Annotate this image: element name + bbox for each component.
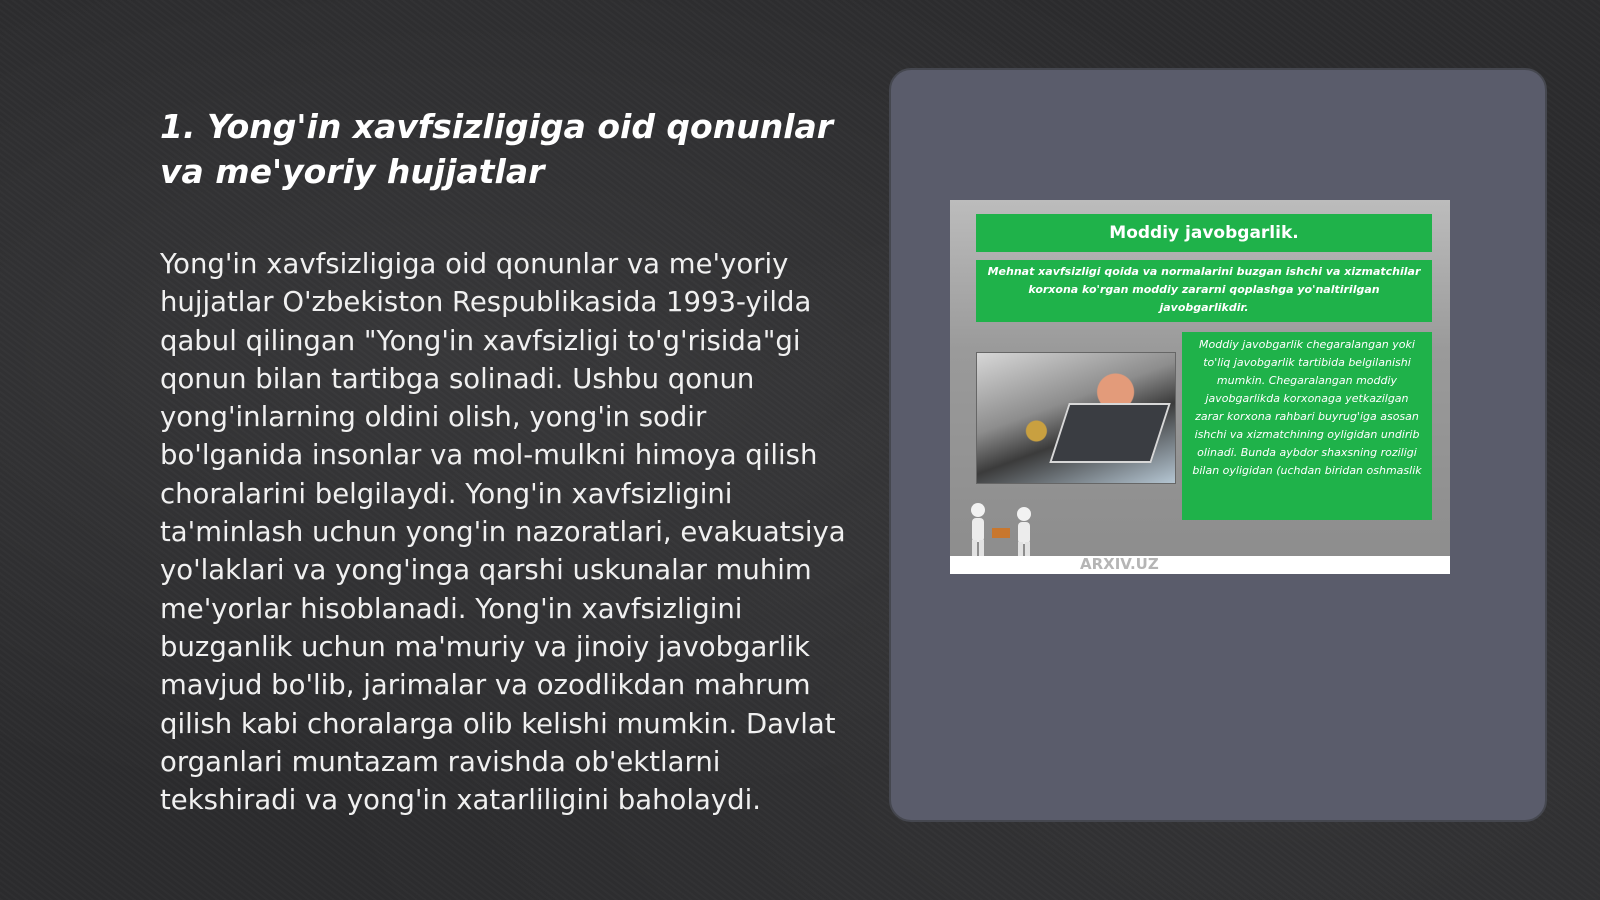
slide-body-text: Yong'in xavfsizligiga oid qonunlar va me'yoriy hujjatlar O'zbekiston Respublikasida 1993-yilda qabul qilingan "Yong'in xavfsizligi to'g'risida"gi qonun bilan tartibga solinadi. Ushbu qonun yong'inlarning oldini olish, yong'in sodir bo'lganida insonlar va mol-mulkni himoya qilish choralarini belgilaydi. Yong'in xavfsizligini ta'minlash uchun yong'in nazoratlari, evakuatsiya yo'laklari va yong'inga qarshi uskunalar muhim me'yorlar hisoblanadi. Yong'in xavfsizligini buzganlik uchun ma'muriy va jinoiy javobgarlik mavjud bo'lib, jarimalar va ozodlikdan mahrum qilish kabi choralarga olib kelishi mumkin. Davlat organlari muntazam ravishda ob'ektlarni tekshiradi va yong'in xatarliligini baholaydi. <box>160 248 846 817</box>
slide-title: 1. Yong'in xavfsizligiga oid qonunlar va me'yoriy hujjatlar <box>160 107 834 191</box>
thumbnail-subtext: Mehnat xavfsizligi qoida va normalarini buzgan ishchi va xizmatchilar korxona ko'rgan moddiy zararni qoplashga yo'naltirilgan javobgarlikdir. <box>976 260 1432 322</box>
thumbnail-side-text: Moddiy javobgarlik chegaralangan yoki to'liq javobgarlik tartibida belgilanishi mumkin. Chegaralangan moddiy javobgarlikda korxonaga yetkazilgan zarar korxona rahbari buyrug'iga asosan ishchi va xizmatchining oyligidan undirib olinadi. Bunda aybdor shaxsning roziligi bilan oyligidan (uchdan biridan oshmaslik <box>1182 332 1432 520</box>
thumbnail-bottom-bar <box>950 556 1450 574</box>
thumbnail-heading: Moddiy javobgarlik. <box>976 214 1432 252</box>
thumbnail-watermark: ARXIV.UZ <box>1080 555 1159 573</box>
slide-thumbnail-image <box>950 200 1450 574</box>
calculator-photo <box>976 352 1176 484</box>
calculator-icon <box>1049 403 1170 463</box>
